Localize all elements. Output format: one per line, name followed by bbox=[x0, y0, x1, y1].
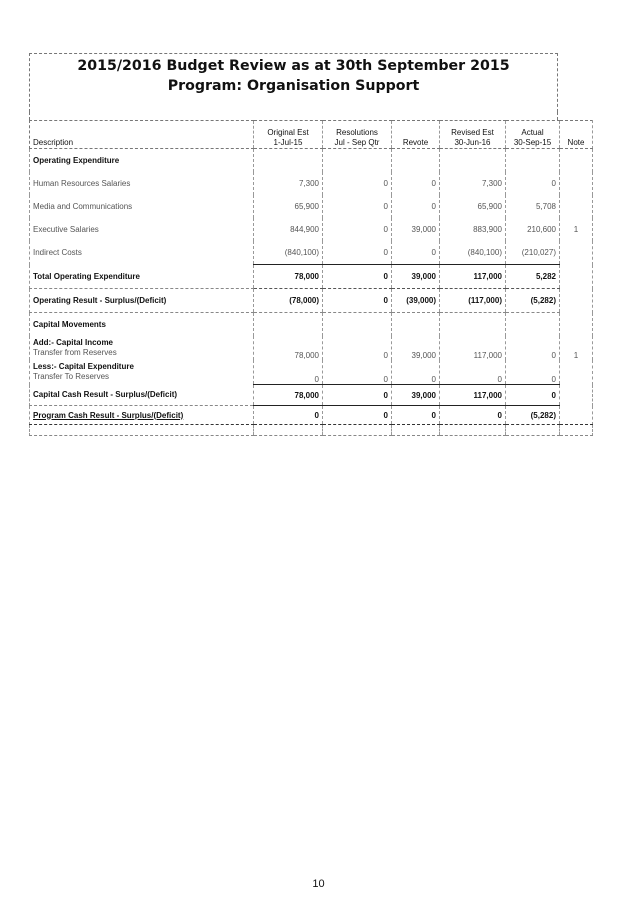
title-spacer bbox=[29, 112, 558, 120]
table-end-row bbox=[30, 425, 593, 436]
program-cash-result-row: Program Cash Result - Surplus/(Deficit) 0 0 0 0 (5,282) bbox=[30, 406, 593, 425]
program-title: Program: Organisation Support bbox=[167, 78, 420, 94]
table-row: Executive Salaries 844,900 0 39,000 883,900 210,600 1 bbox=[30, 218, 593, 241]
title-box bbox=[29, 53, 558, 112]
table-row: Human Resources Salaries 7,300 0 0 7,300 0 bbox=[30, 172, 593, 195]
header-row bbox=[30, 121, 593, 149]
operating-result-row: Operating Result - Surplus/(Deficit) (78,000) 0 (39,000) (117,000) (5,282) bbox=[30, 289, 593, 313]
budget-table bbox=[29, 120, 593, 436]
capital-income-row: Add:- Capital Income Transfer from Reserves 78,000 0 39,000 117,000 0 1 bbox=[30, 336, 593, 360]
section-capital-movements: Capital Movements bbox=[30, 313, 593, 337]
col-description: Description bbox=[30, 121, 254, 149]
col-revised: Revised Est 30-Jun-16 bbox=[440, 121, 506, 149]
total-operating-expenditure-row: Total Operating Expenditure 78,000 0 39,000 117,000 5,282 bbox=[30, 265, 593, 289]
note-ref: 1 bbox=[560, 336, 593, 360]
table-row: Indirect Costs (840,100) 0 0 (840,100) (210,027) bbox=[30, 241, 593, 265]
table-row: Media and Communications 65,900 0 0 65,900 5,708 bbox=[30, 195, 593, 218]
col-note: Note bbox=[560, 121, 593, 149]
section-operating-expenditure: Operating Expenditure bbox=[30, 149, 593, 173]
col-original: Original Est 1-Jul-15 bbox=[254, 121, 323, 149]
capital-expenditure-row: Less:- Capital Expenditure Transfer To Reserves 0 0 0 0 0 bbox=[30, 360, 593, 385]
note-ref: 1 bbox=[560, 218, 593, 241]
page-number: 10 bbox=[312, 878, 325, 890]
report-title: 2015/2016 Budget Review as at 30th September 2015 bbox=[77, 58, 510, 74]
capital-cash-result-row: Capital Cash Result - Surplus/(Deficit) 78,000 0 39,000 117,000 0 bbox=[30, 385, 593, 406]
col-revote: Revote bbox=[392, 121, 440, 149]
col-actual: Actual 30-Sep-15 bbox=[506, 121, 560, 149]
col-resolutions: Resolutions Jul - Sep Qtr bbox=[323, 121, 392, 149]
budget-sheet bbox=[29, 53, 585, 436]
